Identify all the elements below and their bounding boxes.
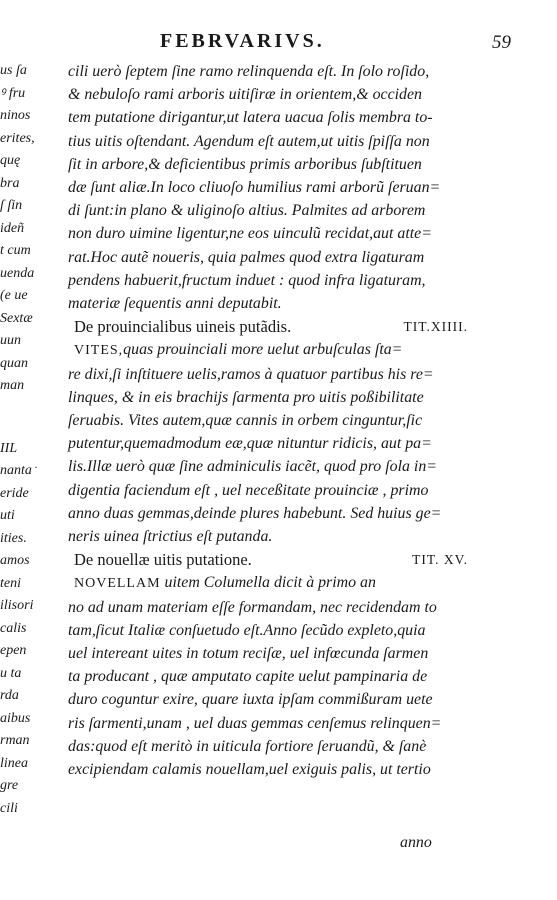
text-line bbox=[74, 571, 468, 595]
text-line bbox=[68, 758, 468, 781]
margin-fragment: ideñ bbox=[0, 220, 25, 236]
margin-fragment: cili bbox=[0, 800, 18, 816]
line-text: lis.Illæ uerò quæ ſine adminiculis iacẽt, quod pro ſola in= bbox=[68, 458, 437, 476]
margin-fragment: nanta bbox=[0, 463, 32, 478]
catchword: anno bbox=[400, 834, 432, 851]
page-number: 59 bbox=[492, 32, 511, 53]
line-text: neris uinea ſtrictius eſt putanda. bbox=[68, 528, 273, 546]
text-line: & nebuloſo rami arboris uitiſiræ in orientem,& occiden bbox=[68, 86, 422, 104]
line-text: tam,ſicut Italiæ conſuetudo eſt.Anno ſecũdo expleto,quia bbox=[68, 621, 426, 639]
margin-fragment: man bbox=[0, 378, 25, 393]
initial-caps: NOVELLAM bbox=[74, 576, 161, 592]
line-text: ris ſarmenti,unam , uel duas gemmas cenſemus relinquen= bbox=[68, 714, 442, 732]
line-text: linques, & in eis brachijs ſarmenta pro uitis poßibilitate bbox=[68, 388, 424, 406]
text-line bbox=[68, 665, 468, 688]
margin-fragment: uun bbox=[0, 333, 21, 348]
margin-fragment: u ta bbox=[0, 665, 22, 681]
margin-gap bbox=[0, 398, 60, 438]
text-line bbox=[68, 596, 468, 619]
margin-fragment: calis bbox=[0, 620, 27, 636]
margin-fragment: ſ ſin bbox=[0, 198, 23, 213]
text-line: ſit in arbore,& deficientibus primis arboribus ſubſtituen bbox=[68, 155, 422, 173]
line-text: anno duas gemmas,deinde plures habebunt. Sed huius ge= bbox=[68, 504, 442, 522]
margin-fragment: teni bbox=[0, 575, 21, 591]
margin-fragment: gre bbox=[0, 778, 19, 793]
text-line bbox=[68, 525, 468, 548]
text-line bbox=[68, 502, 468, 525]
margin-fragment: ilisori bbox=[0, 598, 34, 613]
line-text: digentia faciendum eſt , uel neceßitate prouinciæ , primo bbox=[68, 481, 429, 499]
text-line bbox=[74, 338, 468, 362]
heading-title: De nouellæ uitis putatione. bbox=[74, 550, 252, 570]
text-line: materiæ ſequentis anni deputabit. bbox=[68, 295, 282, 313]
text-line: pendens habuerit,fructum induet : quod infra ligaturam, bbox=[68, 271, 426, 289]
line-text: das:quod eſt meritò in uiticula fortiore ſeruandũ, & ſanè bbox=[68, 737, 427, 755]
text-line: di ſunt:in plano & uliginoſo altius. Palmites ad arborem bbox=[68, 202, 426, 220]
margin-fragment: eride bbox=[0, 485, 29, 501]
margin-fragment: rda bbox=[0, 688, 19, 703]
heading-number: TIT. XV. bbox=[412, 552, 468, 568]
margin-fragment: uenda bbox=[0, 265, 35, 281]
margin-fragment: t cum bbox=[0, 243, 31, 258]
text-line: dæ ſunt aliæ.In loco cliuoſo humilius rami arborũ ſeruan= bbox=[68, 179, 441, 197]
margin-fragment: quan bbox=[0, 355, 28, 371]
margin-fragment: rman bbox=[0, 733, 30, 748]
margin-fragment: uti bbox=[0, 508, 15, 523]
line-text: quas prouinciali more uelut arbuſculas ſta= bbox=[123, 341, 403, 359]
margin-fragment: ities. bbox=[0, 530, 27, 546]
text-line: rat.Hoc autẽ noueris, quia palmes quod extra ligaturam bbox=[68, 248, 425, 266]
line-text: duro coguntur exire, quare iuxta ipſam commißuram uete bbox=[68, 691, 433, 709]
margin-fragment: us ſa bbox=[0, 63, 27, 78]
text-line bbox=[68, 386, 468, 409]
chapter-heading bbox=[74, 548, 468, 571]
text-line bbox=[68, 363, 468, 386]
text-line: tius uitis oſtendant. Agendum eſt autem,ut uitis ſpiſſa non bbox=[68, 132, 430, 150]
line-text: ſeruabis. Vites autem,quæ cannis in orbem cinguntur,ſic bbox=[68, 412, 423, 430]
line-text: excipiendam calamis nouellam,uel exiguis palis, ut tertio bbox=[68, 761, 431, 779]
line-text: no ad unam materiam eſſe formandam, nec recidendam to bbox=[68, 598, 437, 616]
margin-fragment: bra bbox=[0, 175, 20, 191]
initial-caps: VITES, bbox=[74, 343, 124, 359]
text-line bbox=[68, 735, 468, 758]
running-title: FEBRVARIVS. bbox=[160, 30, 325, 52]
main-text-block bbox=[68, 60, 468, 781]
text-line: non duro uimine ligentur,ne eos uinculũ recidat,aut atte= bbox=[68, 225, 432, 243]
chapter-heading bbox=[74, 315, 468, 338]
margin-fragment: epen bbox=[0, 643, 27, 658]
margin-fragment: aibus bbox=[0, 710, 31, 726]
margin-fragment: IIL bbox=[0, 440, 18, 456]
line-text: re dixi,ſi inſtituere uelis,ramos à quatuor partibus his re= bbox=[68, 365, 434, 383]
text-line bbox=[68, 409, 468, 432]
margin-fragment: ꝰ fru bbox=[0, 85, 26, 101]
text-line bbox=[68, 619, 468, 642]
text-line: tem putatione dirigantur,ut latera uacua ſolis membra to- bbox=[68, 109, 433, 127]
heading-title: De prouincialibus uineis putãdis. bbox=[74, 317, 292, 337]
line-text: ta producant , quæ amputato capite uelut pampinaria de bbox=[68, 668, 428, 686]
margin-fragment: amos bbox=[0, 553, 30, 568]
margin-fragment: linea bbox=[0, 755, 28, 771]
margin-fragment: ninos bbox=[0, 108, 31, 123]
margin-fragment: quę bbox=[0, 153, 21, 168]
margin-mark: · bbox=[34, 460, 38, 474]
margin-fragment: (e ue bbox=[0, 288, 28, 303]
line-text: putentur,quemadmodum eæ,quæ nituntur ridicis, aut pa= bbox=[68, 435, 432, 453]
text-line bbox=[68, 479, 468, 502]
text-line bbox=[68, 432, 468, 455]
left-margin-bleed bbox=[0, 60, 60, 820]
line-text: uel intereant uites in totum reciſæ, uel infœcunda ſarmen bbox=[68, 645, 429, 663]
heading-number: TIT.XIIII. bbox=[403, 319, 468, 335]
margin-fragment: erites, bbox=[0, 130, 35, 146]
text-line bbox=[68, 642, 468, 665]
text-line bbox=[68, 712, 468, 735]
margin-fragment: Sextæ bbox=[0, 310, 33, 326]
line-text: uitem Columella dicit à primo an bbox=[160, 574, 376, 592]
text-line: cili uerò ſeptem ſine ramo relinquenda eſt. In ſolo roſido, bbox=[68, 63, 430, 80]
text-line bbox=[68, 688, 468, 711]
text-line bbox=[68, 455, 468, 478]
